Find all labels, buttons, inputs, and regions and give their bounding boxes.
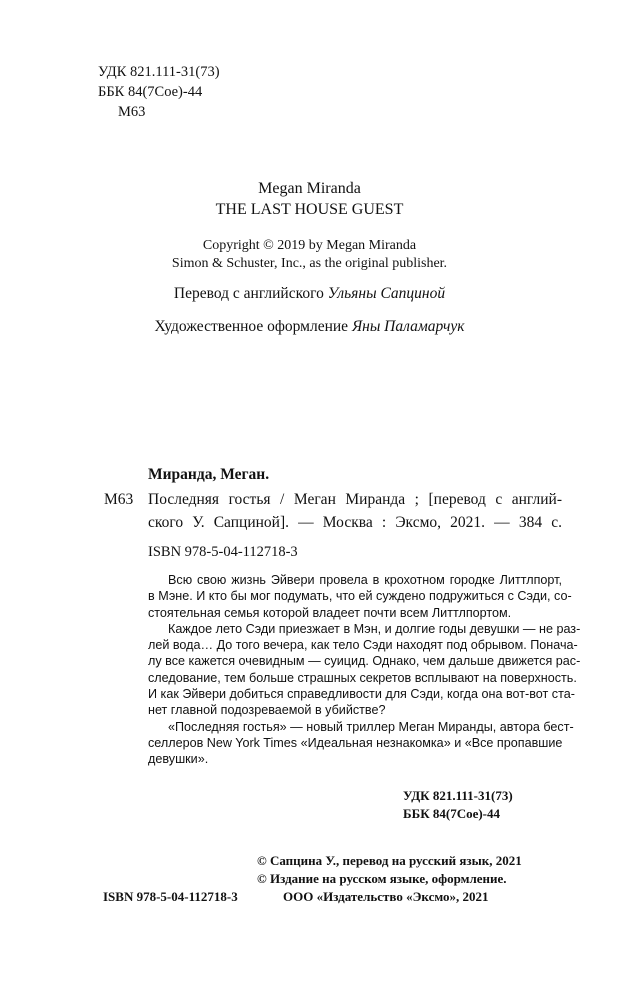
annotation-line: стоятельная семья которой владеет почти всем Литтлпортом. xyxy=(148,605,512,620)
bottom-isbn: ISBN 978-5-04-112718-3 xyxy=(103,889,238,904)
bbk-code: ББК 84(7Сое)-44 xyxy=(98,84,203,100)
entry-line-1: Последняя гостья / Меган Миранда ; [перевод с англий- xyxy=(148,491,562,508)
entry-author-mark: М63 xyxy=(104,491,134,508)
annotation-line: девушки». xyxy=(148,752,209,767)
translation-label: Перевод с английского xyxy=(173,285,324,302)
annotation-line: «Последняя гостья» — новый триллер Меган Миранды, автора бест- xyxy=(168,719,574,734)
entry-line-2: ского У. Сапциной]. — Москва : Эксмо, 2021. — 384 с. xyxy=(148,514,562,531)
udk-code: УДК 821.111-31(73) xyxy=(98,64,220,80)
annotation xyxy=(148,572,581,768)
original-title: THE LAST HOUSE GUEST xyxy=(215,201,404,218)
annotation-line: лей вода… До того вечера, как тело Сэди находят под обрывом. Понача- xyxy=(148,638,578,653)
annotation-line: селлеров New York Times «Идеальная незнакомка» и «Все пропавшие xyxy=(148,735,563,750)
original-publisher: Simon & Schuster, Inc., as the original publisher. xyxy=(171,256,448,271)
copyright-edition: © Издание на русском языке, оформление. xyxy=(257,871,507,886)
annotation-line: Всю свою жизнь Эйвери провела в крохотном городке Литтлпорт, xyxy=(168,573,562,587)
translation-credit xyxy=(0,285,619,303)
entry-heading: Миранда, Меган. xyxy=(148,466,270,483)
design-credit xyxy=(0,318,619,336)
annotation-line: следование, тем больше страшных секретов всплывают на поверхность. xyxy=(148,670,577,685)
annotation-line: Каждое лето Сэди приезжает в Мэн, и долгие годы девушки — не раз- xyxy=(168,621,581,636)
author-mark: М63 xyxy=(118,104,146,120)
entry-isbn: ISBN 978-5-04-112718-3 xyxy=(148,544,298,560)
copyright-publisher: ООО «Издательство «Эксмо», 2021 xyxy=(283,889,489,904)
design-label: Художественное оформление xyxy=(154,318,349,335)
annotation-line: в Мэне. И кто бы мог подумать, что ей суждено подружиться с Сэди, со- xyxy=(148,589,572,604)
translator-name: Ульяны Сапциной xyxy=(327,285,446,302)
bottom-udk: УДК 821.111-31(73) xyxy=(403,788,513,803)
original-copyright: Copyright © 2019 by Megan Miranda xyxy=(202,238,417,253)
designer-name: Яны Паламарчук xyxy=(351,318,465,335)
copyright-translation: © Сапцина У., перевод на русский язык, 2021 xyxy=(257,853,522,868)
bottom-bbk: ББК 84(7Сое)-44 xyxy=(403,806,501,821)
original-author: Megan Miranda xyxy=(258,180,361,197)
annotation-line: лу все кажется очевидным — суицид. Однако, чем дальше движется рас- xyxy=(148,654,581,669)
annotation-line: И как Эйвери добиться справедливости для Сэди, когда она вот-вот ста- xyxy=(148,687,575,702)
annotation-line: нет главной подозреваемой в убийстве? xyxy=(148,703,386,718)
